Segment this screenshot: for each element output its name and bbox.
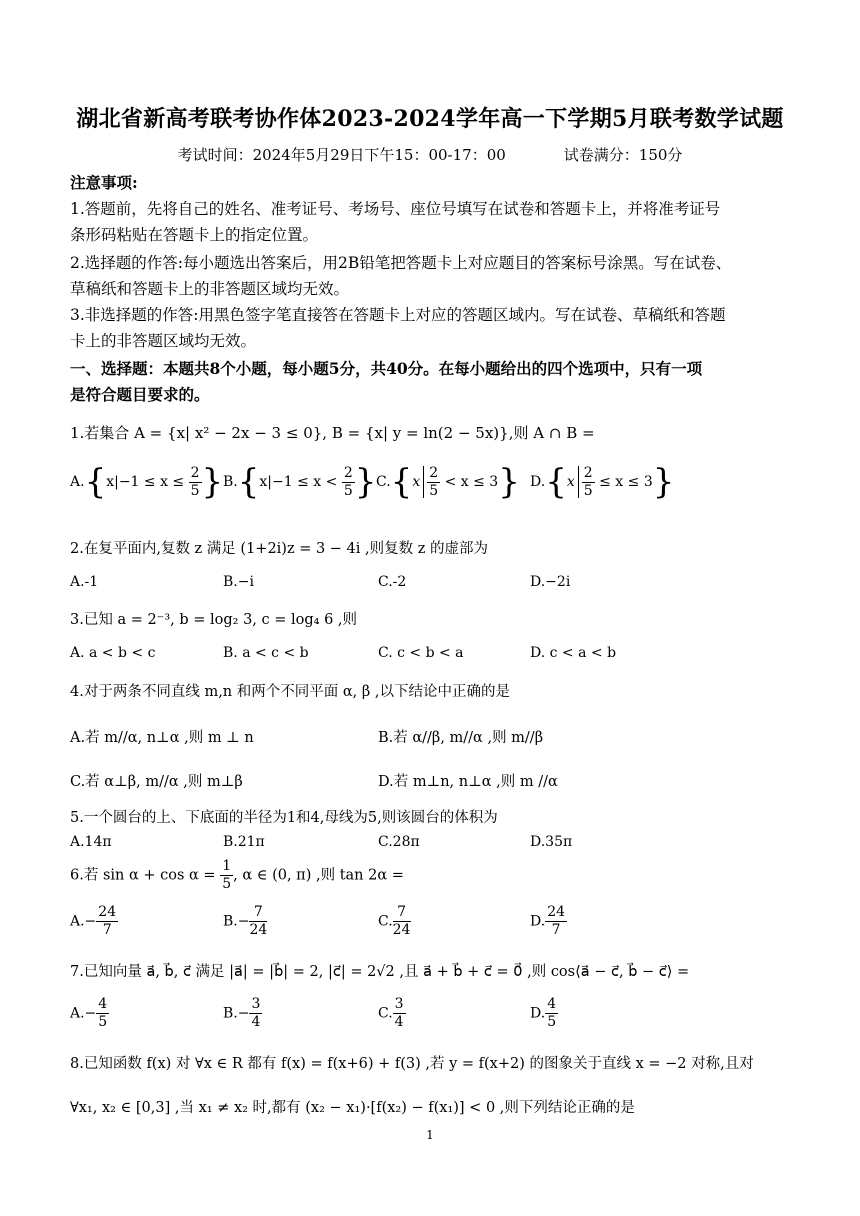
- question-2-options: [70, 574, 794, 594]
- q6-option-c: C. $\frac{7}{24}$: [378, 904, 411, 938]
- note-1-line-2: 条形码粘贴在答题卡上的指定位置。: [70, 226, 319, 244]
- q4-option-d: D.若 m⊥n, n⊥α ,则 m //α: [378, 774, 558, 790]
- question-1-stem: 1.若集合 A = {x| x² − 2x − 3 ≤ 0}, B = {x| y = ln(2 − 5x)},则 A ∩ B =: [70, 424, 595, 442]
- q7-option-d: D. $\frac{4}{5}$: [530, 996, 557, 1030]
- question-7-stem: 7.已知向量 a⃗, b⃗, c⃗ 满足 |a⃗| = |b⃗| = 2, |c⃗| = 2√2 ,且 a⃗ + b⃗ + c⃗ = 0⃗ ,则 cos⟨a⃗ − c⃗, b⃗ − c⃗⟩ =: [70, 964, 690, 980]
- question-1-options: [70, 462, 794, 506]
- page-number: 1: [426, 1128, 434, 1142]
- q3-option-d: D. c < a < b: [530, 645, 617, 661]
- exam-title: 湖北省新高考联考协作体2023-2024学年高一下学期5月联考数学试题: [76, 106, 784, 132]
- q4-option-a: A.若 m//α, n⊥α ,则 m ⊥ n: [70, 730, 254, 746]
- full-score: 试卷满分：150分: [563, 146, 683, 164]
- q1-option-d: D.{x $\frac{2}{5}$ ≤ x ≤ 3}: [530, 462, 675, 502]
- section-1-heading-line-1: 一、选择题：本题共8个小题，每小题5分，共40分。在每小题给出的四个选项中，只有一项: [70, 359, 703, 378]
- note-1-line-1: 1.答题前，先将自己的姓名、准考证号、考场号、座位号填写在试卷和答题卡上，并将准考证号: [70, 200, 721, 218]
- question-4-options-ab: [70, 726, 794, 746]
- q1-option-c: C.{x $\frac{2}{5}$ < x ≤ 3}: [376, 462, 520, 502]
- question-3-options: [70, 645, 794, 665]
- q5-option-a: A.14π: [70, 834, 112, 850]
- q2-option-a: A.-1: [70, 574, 99, 590]
- q1-option-a: A.{x|−1 ≤ x ≤ $\frac{2}{5}$ }: [70, 462, 224, 502]
- notes-heading: 注意事项:: [70, 173, 138, 192]
- question-4-stem: 4.对于两条不同直线 m,n 和两个不同平面 α, β ,以下结论中正确的是: [70, 684, 510, 700]
- question-2-stem: 2.在复平面内,复数 z 满足 (1+2i)z = 3 − 4i ,则复数 z 的虚部为: [70, 541, 488, 557]
- q6-option-d: D. $\frac{24}{7}$: [530, 904, 566, 938]
- q4-option-c: C.若 α⊥β, m//α ,则 m⊥β: [70, 774, 243, 790]
- q6-option-b: B.− $\frac{7}{24}$: [223, 904, 268, 938]
- note-2-line-2: 草稿纸和答题卡上的非答题区域均无效。: [70, 280, 350, 298]
- question-5-options: [70, 834, 794, 854]
- question-6-options: [70, 904, 794, 944]
- note-3-line-1: 3.非选择题的作答:用黑色签字笔直接答在答题卡上对应的答题区域内。写在试卷、草稿纸和答题: [70, 306, 726, 324]
- q1-option-b: B.{x|−1 ≤ x < $\frac{2}{5}$ }: [223, 462, 377, 502]
- q2-option-c: C.-2: [378, 574, 407, 590]
- question-5-stem: 5.一个圆台的上、下底面的半径为1和4,母线为5,则该圆台的体积为: [70, 810, 498, 826]
- q4-option-b: B.若 α//β, m//α ,则 m//β: [378, 730, 544, 746]
- q3-option-a: A. a < b < c: [70, 645, 156, 661]
- q7-option-c: C. $\frac{3}{4}$: [378, 996, 404, 1030]
- question-6-stem: 6.若 sin α + cos α = $\frac{1}{5}$ , α ∈ (0, π) ,则 tan 2α =: [70, 858, 404, 892]
- section-1-heading-line-2: 是符合题目要求的。: [70, 385, 210, 404]
- q3-option-c: C. c < b < a: [378, 645, 464, 661]
- q3-option-b: B. a < c < b: [223, 645, 309, 661]
- exam-time: 考试时间：2024年5月29日下午15：00-17：00: [177, 146, 506, 164]
- exam-subtitle: [0, 144, 860, 165]
- q7-option-b: B.− $\frac{3}{4}$: [223, 996, 261, 1030]
- question-7-options: [70, 996, 794, 1036]
- q2-option-b: B.−i: [223, 574, 254, 590]
- q5-option-b: B.21π: [223, 834, 265, 850]
- q5-option-c: C.28π: [378, 834, 420, 850]
- q7-option-a: A.− $\frac{4}{5}$: [70, 996, 108, 1030]
- q6-option-a: A.− $\frac{24}{7}$: [70, 904, 117, 938]
- q5-option-d: D.35π: [530, 834, 573, 850]
- note-2-line-1: 2.选择题的作答:每小题选出答案后，用2B铅笔把答题卡上对应题目的答案标号涂黑。写在试卷、: [70, 254, 732, 272]
- question-3-stem: 3.已知 a = 2⁻³, b = log₂ 3, c = log₄ 6 ,则: [70, 612, 358, 628]
- question-4-options-cd: [70, 770, 794, 790]
- q2-option-d: D.−2i: [530, 574, 571, 590]
- note-3-line-2: 卡上的非答题区域均无效。: [70, 332, 257, 350]
- question-8-line-1: 8.已知函数 f(x) 对 ∀x ∈ R 都有 f(x) = f(x+6) + f(3) ,若 y = f(x+2) 的图象关于直线 x = −2 对称,且对: [70, 1056, 754, 1072]
- question-8-line-2: ∀x₁, x₂ ∈ [0,3] ,当 x₁ ≠ x₂ 时,都有 (x₂ − x₁)·[f(x₂) − f(x₁)] < 0 ,则下列结论正确的是: [70, 1100, 635, 1116]
